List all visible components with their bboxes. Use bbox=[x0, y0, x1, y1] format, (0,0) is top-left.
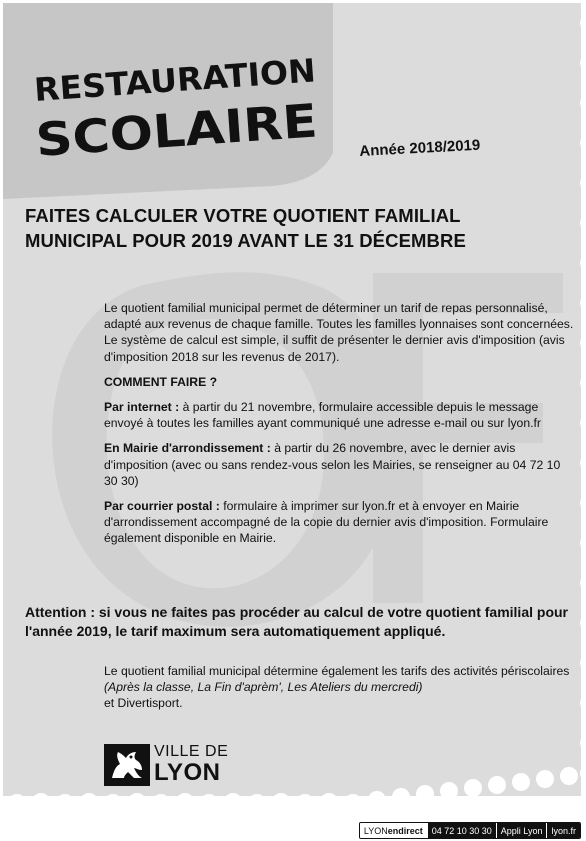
banner-line1: RESTAURATION bbox=[32, 52, 309, 109]
intro-paragraph-1: Le quotient familial municipal permet de déterminer un tarif de repas personnalisé, adapté aux revenus de chaque famille. Toutes les familles lyonnaises sont concernées. bbox=[104, 301, 574, 332]
method-internet-label: Par internet : bbox=[104, 400, 180, 415]
headline-line1: FAITES CALCULER VOTRE QUOTIENT FAMILIAL bbox=[25, 205, 461, 226]
footer-app[interactable]: Appli Lyon bbox=[496, 823, 547, 838]
method-internet-text: à partir du 21 novembre, formulaire accessible depuis le message envoyé à toutes les familles ayant communiqué une adresse e-mail ou sur lyon.fr bbox=[104, 400, 541, 431]
method-mairie-label: En Mairie d'arrondissement : bbox=[104, 441, 271, 456]
method-courrier-text: formulaire à imprimer sur lyon.fr et à envoyer en Mairie d'arrondissement accompagné de la copie du dernier avis d'imposition. Formulaire également disponible en Mairie. bbox=[104, 499, 549, 546]
method-courrier-label: Par courrier postal : bbox=[104, 499, 220, 514]
logo-line2: LYON bbox=[154, 759, 221, 786]
how-heading: COMMENT FAIRE ? bbox=[104, 374, 218, 389]
periscolaire-text: Le quotient familial municipal détermine également les tarifs des activités périscolaires bbox=[104, 664, 570, 678]
scalloped-edge bbox=[8, 764, 581, 796]
periscolaire-paragraph bbox=[104, 663, 574, 712]
headline-line2: MUNICIPAL POUR 2019 AVANT LE 31 DÉCEMBRE bbox=[25, 230, 466, 251]
scalloped-right-edge bbox=[580, 16, 581, 750]
attention-notice: Attention : si vous ne faites pas procéder au calcul de votre quotient familial pour l'année 2019, le tarif maximum sera automatiquement appliqué. bbox=[25, 604, 568, 639]
lion-icon bbox=[104, 744, 150, 786]
method-internet bbox=[104, 399, 574, 431]
periscolaire-end: et Divertisport. bbox=[104, 696, 183, 711]
banner-line2: SCOLAIRE bbox=[34, 95, 293, 167]
method-mairie bbox=[104, 440, 574, 489]
headline bbox=[25, 203, 565, 253]
ville-de-lyon-logo bbox=[104, 744, 234, 788]
footer-brand-b: endirect bbox=[387, 825, 423, 836]
banner-title bbox=[3, 3, 333, 203]
footer-brand-a: LYON bbox=[363, 825, 388, 836]
method-courrier bbox=[104, 498, 574, 547]
body-text bbox=[104, 300, 574, 547]
logo-line1: VILLE DE bbox=[154, 743, 229, 760]
footer-contact-bar bbox=[359, 822, 581, 839]
footer-site[interactable]: lyon.fr bbox=[546, 823, 580, 838]
school-year: Année 2018/2019 bbox=[359, 136, 481, 160]
method-mairie-text: à partir du 26 novembre, avec le dernier avis d'imposition (avec ou sans rendez-vous selon les Mairies, se renseigner au 04 72 10 30 30) bbox=[104, 441, 561, 488]
periscolaire-activities: (Après la classe, La Fin d'aprèm', Les Ateliers du mercredi) bbox=[104, 680, 423, 695]
intro-paragraph-2: Le système de calcul est simple, il suffit de présenter le dernier avis d'imposition (avis d'imposition 2018 sur les revenus de 2017). bbox=[104, 333, 565, 364]
footer-phone[interactable]: 04 72 10 30 30 bbox=[427, 823, 496, 838]
footer-brand bbox=[360, 823, 427, 838]
